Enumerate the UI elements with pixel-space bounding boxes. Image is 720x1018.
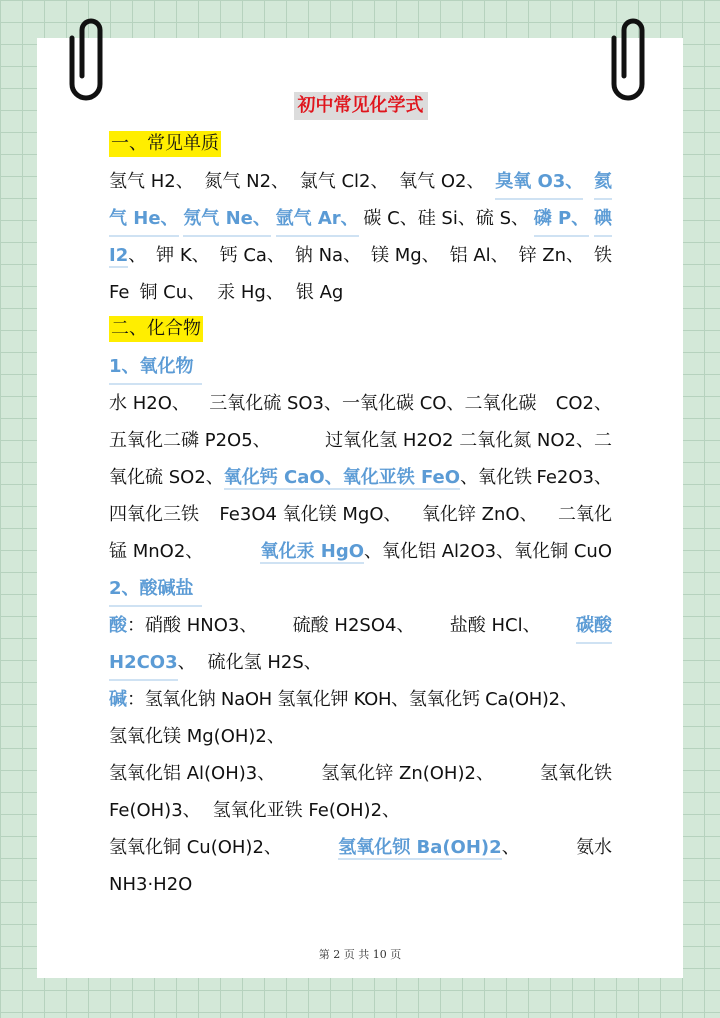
text-run: 硫酸 H2SO4、 bbox=[292, 615, 415, 636]
text-line bbox=[109, 644, 612, 681]
text-run: 氢氧化锌 Zn(OH)2、 bbox=[321, 763, 494, 784]
paperclip-right-icon bbox=[610, 14, 656, 102]
subheading-oxides: 1、氧化物 bbox=[109, 348, 202, 385]
text-run: Fe2O3、 bbox=[536, 467, 612, 488]
text-run: ：氢氧化钠 NaOH 氢氧化钾 KOH、氢氧化钙 Ca(OH)2、 bbox=[127, 689, 578, 710]
text-run: 钙 Ca、 bbox=[219, 245, 285, 266]
text-run: 氧化硫 SO2、 bbox=[109, 467, 224, 488]
section-label: 一、常见单质 bbox=[109, 131, 221, 157]
highlighted-formula: 氖气 Ne、 bbox=[183, 200, 271, 237]
text-line bbox=[109, 237, 612, 274]
text-run: 过氧化氢 H2O2 二氧化氮 NO2、二 bbox=[325, 430, 612, 451]
text-run: 氢氧化铁 bbox=[539, 763, 612, 784]
text-run: 钠 Na、 bbox=[294, 245, 362, 266]
subheading-line bbox=[109, 570, 612, 607]
highlighted-formula: 氢氧化钡 Ba(OH)2 bbox=[338, 837, 502, 858]
text-run: Fe3O4 氧化镁 MgO、 bbox=[219, 504, 402, 525]
text-run: 氢氧化亚铁 Fe(OH)2、 bbox=[212, 800, 401, 821]
subheading-line bbox=[109, 348, 612, 385]
acid-label: 酸 bbox=[109, 615, 127, 636]
section-heading-elements bbox=[109, 126, 612, 163]
highlighted-formula: 气 He、 bbox=[109, 200, 179, 237]
text-run: 锌 Zn、 bbox=[518, 245, 585, 266]
text-run: 银 Ag bbox=[295, 282, 344, 303]
text-run: 三氧化硫 SO3、一氧化碳 CO、二氧化碳 bbox=[209, 393, 537, 414]
text-run: 氯气 Cl2、 bbox=[299, 171, 389, 192]
highlighted-formula: H2CO3 bbox=[109, 644, 178, 681]
base-label: 碱 bbox=[109, 689, 127, 710]
text-run: 氧化锌 ZnO、 bbox=[421, 504, 538, 525]
text-run: 二氧化 bbox=[558, 504, 612, 525]
text-line bbox=[109, 163, 612, 200]
page-footer: 第 2 页 共 10 页 bbox=[318, 948, 402, 961]
text-line bbox=[109, 718, 612, 755]
page-title: 初中常见化学式 bbox=[294, 92, 428, 120]
text-run: 钾 K、 bbox=[156, 245, 210, 266]
text-run: 氢氧化铝 Al(OH)3、 bbox=[109, 763, 276, 784]
text-run: 、氧化铝 Al2O3、氧化铜 CuO bbox=[364, 541, 612, 562]
highlighted-formula: 氧化汞 HgO bbox=[260, 541, 365, 562]
text-line bbox=[109, 200, 612, 237]
section-label: 二、化合物 bbox=[109, 316, 203, 342]
text-line bbox=[109, 274, 612, 311]
section-heading-compounds bbox=[109, 311, 612, 348]
text-line bbox=[109, 459, 612, 496]
text-run: 、 bbox=[501, 837, 520, 858]
text-run: 汞 Hg、 bbox=[217, 282, 284, 303]
text-run: 硫化氢 H2S、 bbox=[207, 652, 322, 673]
text-run: 碳 C、硅 Si、硫 S、 bbox=[363, 208, 530, 229]
text-run: 四氧化三铁 bbox=[109, 504, 199, 525]
text-run: 铁 bbox=[593, 245, 612, 266]
highlighted-formula: 碘 bbox=[594, 200, 612, 237]
text-line bbox=[109, 607, 612, 644]
text-run: 氢气 H2、 bbox=[109, 171, 194, 192]
text-run: CO2、 bbox=[555, 393, 612, 414]
highlighted-formula: 氩气 Ar、 bbox=[276, 200, 359, 237]
text-line bbox=[109, 533, 612, 570]
text-line bbox=[109, 681, 612, 718]
text-run: 盐酸 HCl、 bbox=[449, 615, 541, 636]
text-line bbox=[109, 829, 612, 866]
text-run: 锰 MnO2、 bbox=[109, 541, 204, 562]
subheading-acids-bases-salts: 2、酸碱盐 bbox=[109, 570, 202, 607]
text-run: 五氧化二磷 P2O5、 bbox=[109, 430, 271, 451]
highlighted-formula: 氦 bbox=[594, 163, 612, 200]
text-run: 氮气 N2、 bbox=[204, 171, 290, 192]
text-run: NH3·H2O bbox=[109, 874, 193, 895]
text-run: ：硝酸 HNO3、 bbox=[127, 615, 258, 636]
highlighted-formula: 碳酸 bbox=[576, 607, 612, 644]
text-run: 氢氧化铜 Cu(OH)2、 bbox=[109, 837, 282, 858]
text-run: 铝 Al、 bbox=[449, 245, 509, 266]
paperclip-left-icon bbox=[68, 14, 114, 102]
text-run: 、 bbox=[177, 652, 196, 673]
title-row bbox=[109, 92, 612, 126]
text-line bbox=[109, 385, 612, 422]
text-run: 、氧化铁 bbox=[460, 467, 533, 488]
text-run: 氢氧化镁 Mg(OH)2、 bbox=[109, 726, 285, 747]
text-run: 镁 Mg、 bbox=[371, 245, 440, 266]
text-line bbox=[109, 755, 612, 792]
highlighted-formula: I2 bbox=[109, 245, 129, 266]
text-run: 氧气 O2、 bbox=[399, 171, 485, 192]
highlighted-formula: 臭氧 O3、 bbox=[495, 163, 583, 200]
text-line bbox=[109, 866, 612, 903]
highlighted-formula: 磷 P、 bbox=[534, 200, 589, 237]
text-run: 水 H2O、 bbox=[109, 393, 190, 414]
text-run: Fe bbox=[109, 282, 130, 303]
text-line bbox=[109, 422, 612, 459]
highlighted-formula: 氧化钙 CaO、氧化亚铁 FeO bbox=[223, 467, 461, 488]
text-line bbox=[109, 496, 612, 533]
text-run: 氨水 bbox=[575, 837, 612, 858]
text-run: 、 bbox=[128, 245, 147, 266]
document-body bbox=[109, 92, 612, 903]
text-run: Fe(OH)3、 bbox=[109, 800, 201, 821]
text-line bbox=[109, 792, 612, 829]
text-run: 铜 Cu、 bbox=[139, 282, 206, 303]
